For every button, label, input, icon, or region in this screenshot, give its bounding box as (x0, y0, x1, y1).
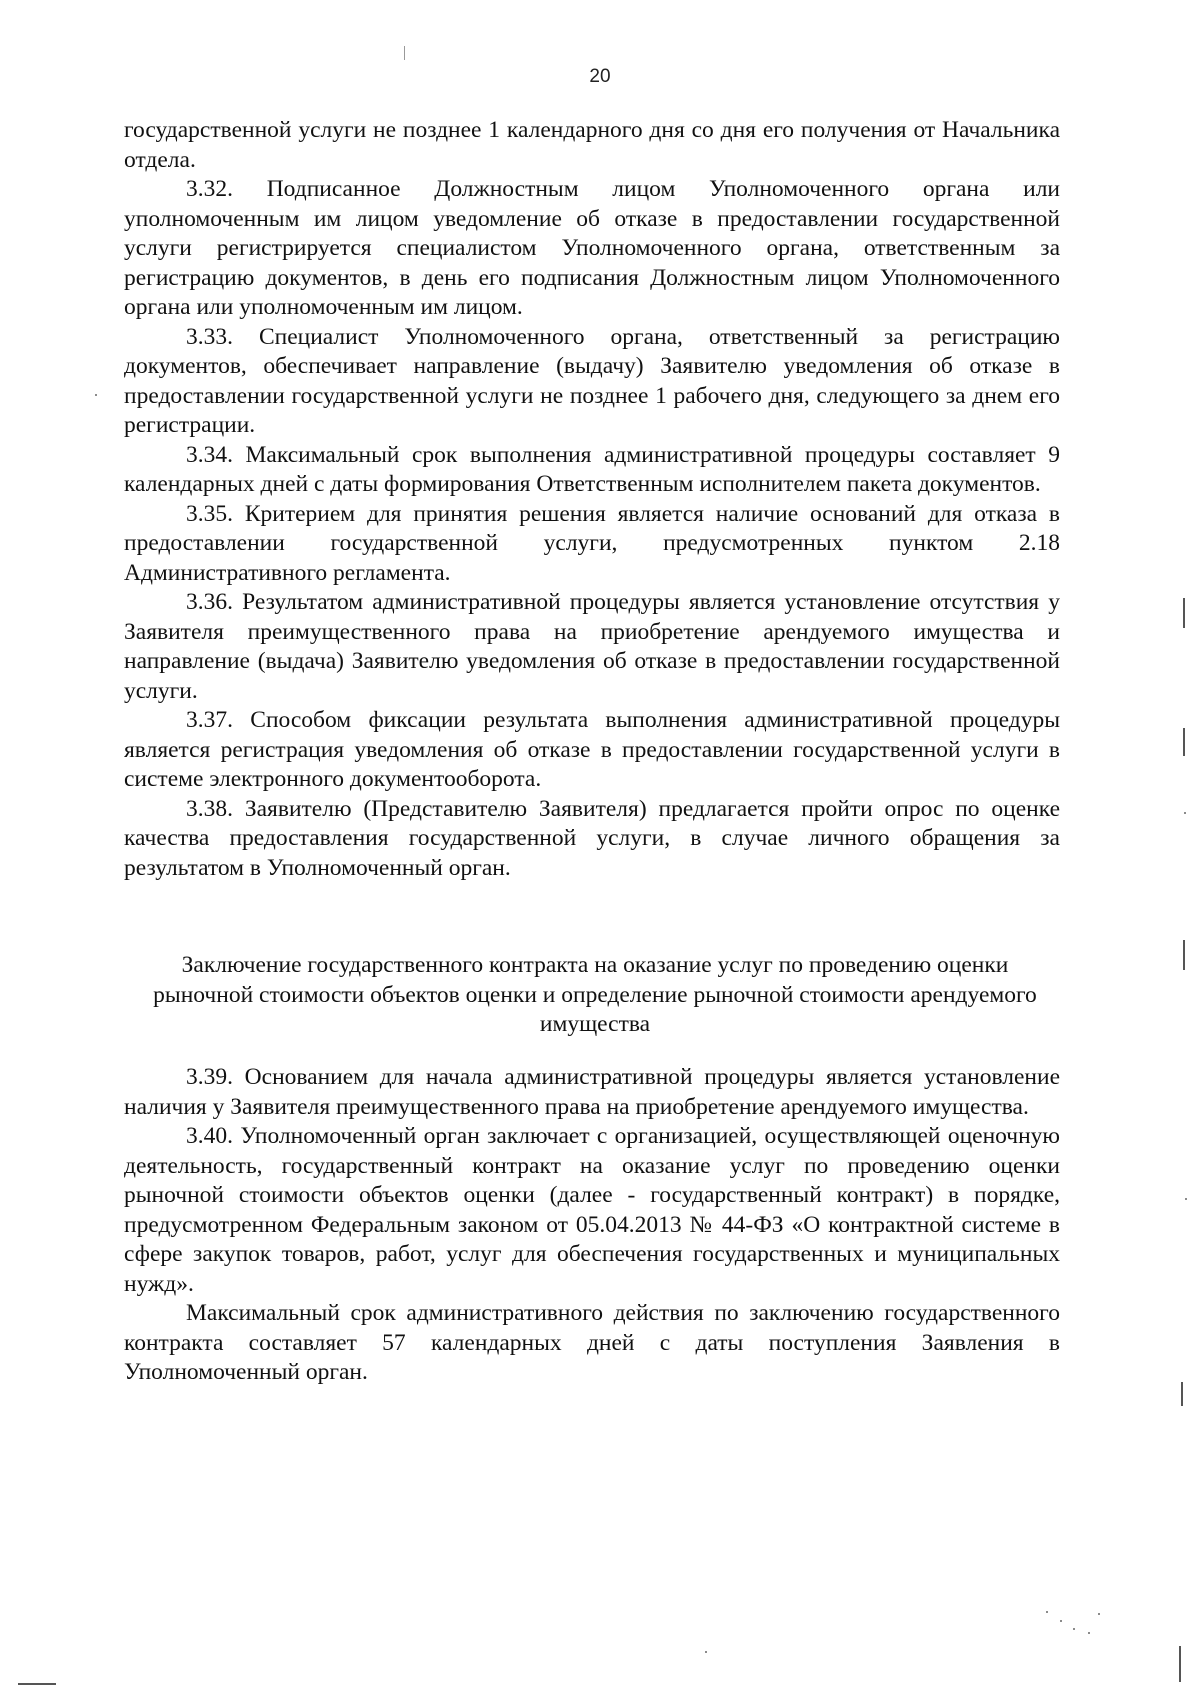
scan-mark-bottom-left (18, 1683, 56, 1685)
scan-mark-right-3 (1183, 940, 1185, 970)
paragraph-3-35: 3.35. Критерием для принятия решения является наличие оснований для отказа в предоставлении государственной услуги, предусмотренных пунктом 2.18 Административного регламента. (124, 500, 1060, 586)
scan-mark-right-2 (1183, 728, 1185, 756)
scan-mark-top (404, 46, 405, 60)
section-heading (130, 951, 1060, 1040)
section-heading-text: Заключение государственного контракта на оказание услуг по проведению оценки рыночной стоимости объектов оценки и определение рыночной стоимости арендуемого имущества (153, 952, 1037, 1037)
scan-dot-2 (1060, 1620, 1062, 1622)
scan-mark-right-5 (1179, 1646, 1181, 1682)
paragraph-3-34: 3.34. Максимальный срок выполнения административной процедуры составляет 9 календарных дней с даты формирования Ответственным исполнителем пакета документов. (124, 441, 1060, 497)
scan-dot-8 (1184, 812, 1186, 814)
paragraph-3-39: 3.39. Основанием для начала административной процедуры является установление наличия у Заявителя преимущественного права на приобретение арендуемого имущества. (124, 1064, 1060, 1120)
scan-mark-right-1 (1183, 598, 1185, 628)
text-block-upper (124, 116, 1060, 883)
scan-dot-7 (705, 1651, 707, 1653)
scan-dot-9 (1185, 1198, 1187, 1200)
text-block-lower (124, 1063, 1060, 1388)
scan-dot-5 (1098, 1613, 1100, 1615)
scan-dot-1 (1046, 1611, 1048, 1613)
scan-dot-6 (95, 394, 97, 396)
paragraph-3-36: 3.36. Результатом административной процедуры является установление отсутствия у Заявителя преимущественного права на приобретение арендуемого имущества и направление (выдача) Заявителю уведомления об отказе в предоставлении государственной услуги. (124, 589, 1060, 704)
scan-dot-3 (1073, 1628, 1075, 1630)
paragraph-max-term: Максимальный срок административного действия по заключению государственного контракта составляет 57 календарных дней с даты поступления Заявления в Уполномоченный орган. (124, 1300, 1060, 1385)
paragraph-3-37: 3.37. Способом фиксации результата выполнения административной процедуры является регистрация уведомления об отказе в предоставлении государственной услуги в системе электронного документооборота. (124, 707, 1060, 792)
paragraph-3-38: 3.38. Заявителю (Представителю Заявителя) предлагается пройти опрос по оценке качества предоставления государственной услуги, в случае личного обращения за результатом в Уполномоченный орган. (124, 795, 1060, 881)
scan-dot-4 (1088, 1632, 1090, 1634)
scan-mark-right-4 (1181, 1382, 1183, 1406)
page-number: 20 (589, 66, 611, 87)
paragraph-3-32: 3.32. Подписанное Должностным лицом Уполномоченного органа или уполномоченным им лицом уведомление об отказе в предоставлении государственной услуги регистрируется специалистом Уполномоченного органа, ответственным за регистрацию документов, в день его подписания Должностным лицом Уполномоченного органа или уполномоченным им лицом. (124, 176, 1060, 320)
paragraph-3-33: 3.33. Специалист Уполномоченного органа, ответственный за регистрацию документов, обеспечивает направление (выдачу) Заявителю уведомления об отказе в предоставлении государственной услуги не позднее 1 рабочего дня, следующего за днем его регистрации. (124, 323, 1060, 438)
paragraph-continuation: государственной услуги не позднее 1 календарного дня со дня его получения от Начальника отдела. (124, 117, 1060, 173)
paragraph-3-40: 3.40. Уполномоченный орган заключает с организацией, осуществляющей оценочную деятельность, государственный контракт на оказание услуг по проведению оценки рыночной стоимости объектов оценки (далее - государственный контракт) в порядке, предусмотренном Федеральным законом от 05.04.2013 № 44-ФЗ «О контрактной системе в сфере закупок товаров, работ, услуг для обеспечения государственных и муниципальных нужд». (124, 1123, 1060, 1297)
